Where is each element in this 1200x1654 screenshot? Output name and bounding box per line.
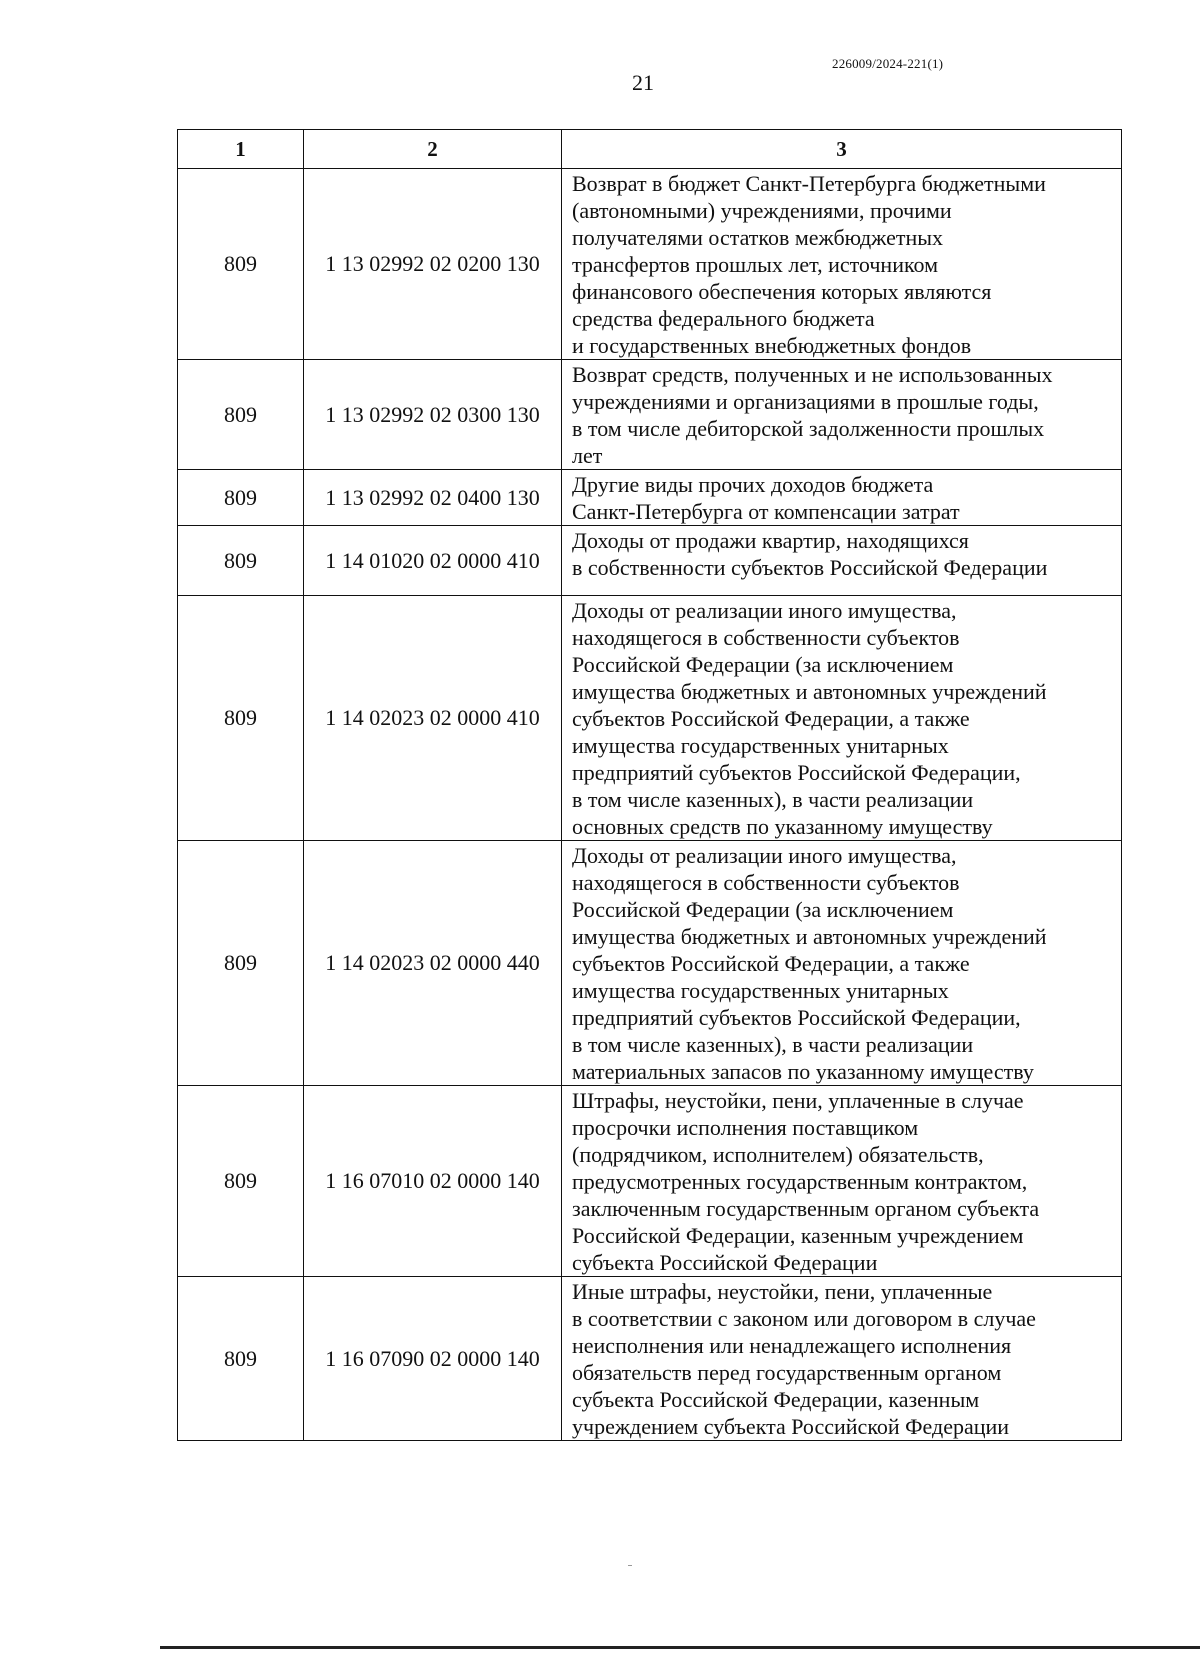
description-line: в собственности субъектов Российской Федерации [572, 555, 1048, 580]
description-line: основных средств по указанному имуществу [572, 814, 993, 839]
description-line: Доходы от продажи квартир, находящихся [572, 528, 969, 553]
budget-code-cell: 1 16 07090 02 0000 140 [304, 1277, 562, 1441]
description-line: субъектов Российской Федерации, а также [572, 951, 970, 976]
description-line: имущества государственных унитарных [572, 733, 949, 758]
admin-code-cell: 809 [178, 841, 304, 1086]
description-line: материальных запасов по указанному имуществу [572, 1059, 1034, 1084]
description-line: Российской Федерации, казенным учреждением [572, 1223, 1024, 1248]
description-line: имущества государственных унитарных [572, 978, 949, 1003]
description-cell [562, 1086, 1122, 1277]
column-header-1: 1 [178, 130, 304, 169]
admin-code-cell: 809 [178, 596, 304, 841]
description-line: Российской Федерации (за исключением [572, 652, 954, 677]
description-line: трансфертов прошлых лет, источником [572, 252, 939, 277]
description-line: субъекта Российской Федерации, казенным [572, 1387, 980, 1412]
description-line: Возврат средств, полученных и не использованных [572, 362, 1053, 387]
table-row [178, 470, 1122, 526]
table-header-row [178, 130, 1122, 169]
description-line: неисполнения или ненадлежащего исполнения [572, 1333, 1012, 1358]
revenue-codes-table [177, 129, 1122, 1441]
description-cell [562, 169, 1122, 360]
admin-code-cell: 809 [178, 526, 304, 596]
budget-code-cell: 1 13 02992 02 0200 130 [304, 169, 562, 360]
description-line: учреждением субъекта Российской Федерации [572, 1414, 1010, 1439]
description-line: предприятий субъектов Российской Федерации, [572, 760, 1021, 785]
page-number: 21 [632, 70, 654, 95]
description-line: предприятий субъектов Российской Федерации, [572, 1005, 1021, 1030]
admin-code-cell: 809 [178, 470, 304, 526]
description-line: субъекта Российской Федерации [572, 1250, 878, 1275]
description-line: находящегося в собственности субъектов [572, 625, 960, 650]
description-line: заключенным государственным органом субъекта [572, 1196, 1040, 1221]
description-cell [562, 526, 1122, 596]
description-line: Доходы от реализации иного имущества, [572, 843, 957, 868]
description-line: Возврат в бюджет Санкт-Петербурга бюджетными [572, 171, 1046, 196]
admin-code-cell: 809 [178, 1277, 304, 1441]
table-row [178, 1277, 1122, 1441]
description-line: субъектов Российской Федерации, а также [572, 706, 970, 731]
description-line: имущества бюджетных и автономных учреждений [572, 924, 1047, 949]
bottom-border-line [160, 1646, 1200, 1649]
description-line: в соответствии с законом или договором в случае [572, 1306, 1036, 1331]
description-line: просрочки исполнения поставщиком [572, 1115, 919, 1140]
table-row [178, 169, 1122, 360]
description-cell [562, 1277, 1122, 1441]
description-line: Доходы от реализации иного имущества, [572, 598, 957, 623]
table-row [178, 1086, 1122, 1277]
description-line: в том числе дебиторской задолженности прошлых [572, 416, 1045, 441]
budget-code-cell: 1 16 07010 02 0000 140 [304, 1086, 562, 1277]
description-line: и государственных внебюджетных фондов [572, 333, 972, 358]
description-line: получателями остатков межбюджетных [572, 225, 944, 250]
description-line: Российской Федерации (за исключением [572, 897, 954, 922]
column-header-3: 3 [562, 130, 1122, 169]
description-line: (подрядчиком, исполнителем) обязательств, [572, 1142, 984, 1167]
budget-code-cell: 1 13 02992 02 0300 130 [304, 360, 562, 470]
budget-code-cell: 1 13 02992 02 0400 130 [304, 470, 562, 526]
admin-code-cell: 809 [178, 1086, 304, 1277]
description-line: в том числе казенных), в части реализации [572, 787, 974, 812]
description-line: учреждениями и организациями в прошлые годы, [572, 389, 1039, 414]
description-line: Санкт-Петербурга от компенсации затрат [572, 499, 960, 524]
description-line: Штрафы, неустойки, пени, уплаченные в случае [572, 1088, 1024, 1113]
description-cell [562, 470, 1122, 526]
table-row [178, 841, 1122, 1086]
table-body [178, 169, 1122, 1441]
description-line: средства федерального бюджета [572, 306, 875, 331]
column-header-2: 2 [304, 130, 562, 169]
description-line: (автономными) учреждениями, прочими [572, 198, 952, 223]
budget-code-cell: 1 14 02023 02 0000 440 [304, 841, 562, 1086]
description-line: Иные штрафы, неустойки, пени, уплаченные [572, 1279, 993, 1304]
admin-code-cell: 809 [178, 169, 304, 360]
description-cell [562, 841, 1122, 1086]
description-line: Другие виды прочих доходов бюджета [572, 472, 934, 497]
budget-code-cell: 1 14 01020 02 0000 410 [304, 526, 562, 596]
description-cell [562, 360, 1122, 470]
budget-code-cell: 1 14 02023 02 0000 410 [304, 596, 562, 841]
table-row [178, 360, 1122, 470]
description-line: имущества бюджетных и автономных учреждений [572, 679, 1047, 704]
scan-artifact [628, 1565, 632, 1566]
table-row [178, 596, 1122, 841]
table-row [178, 526, 1122, 596]
description-line: лет [572, 443, 603, 468]
description-line: находящегося в собственности субъектов [572, 870, 960, 895]
description-line: финансового обеспечения которых являются [572, 279, 992, 304]
description-line: в том числе казенных), в части реализации [572, 1032, 974, 1057]
description-cell [562, 596, 1122, 841]
description-line: обязательств перед государственным органом [572, 1360, 1002, 1385]
admin-code-cell: 809 [178, 360, 304, 470]
description-line: предусмотренных государственным контрактом, [572, 1169, 1028, 1194]
document-number: 226009/2024-221(1) [832, 56, 944, 71]
